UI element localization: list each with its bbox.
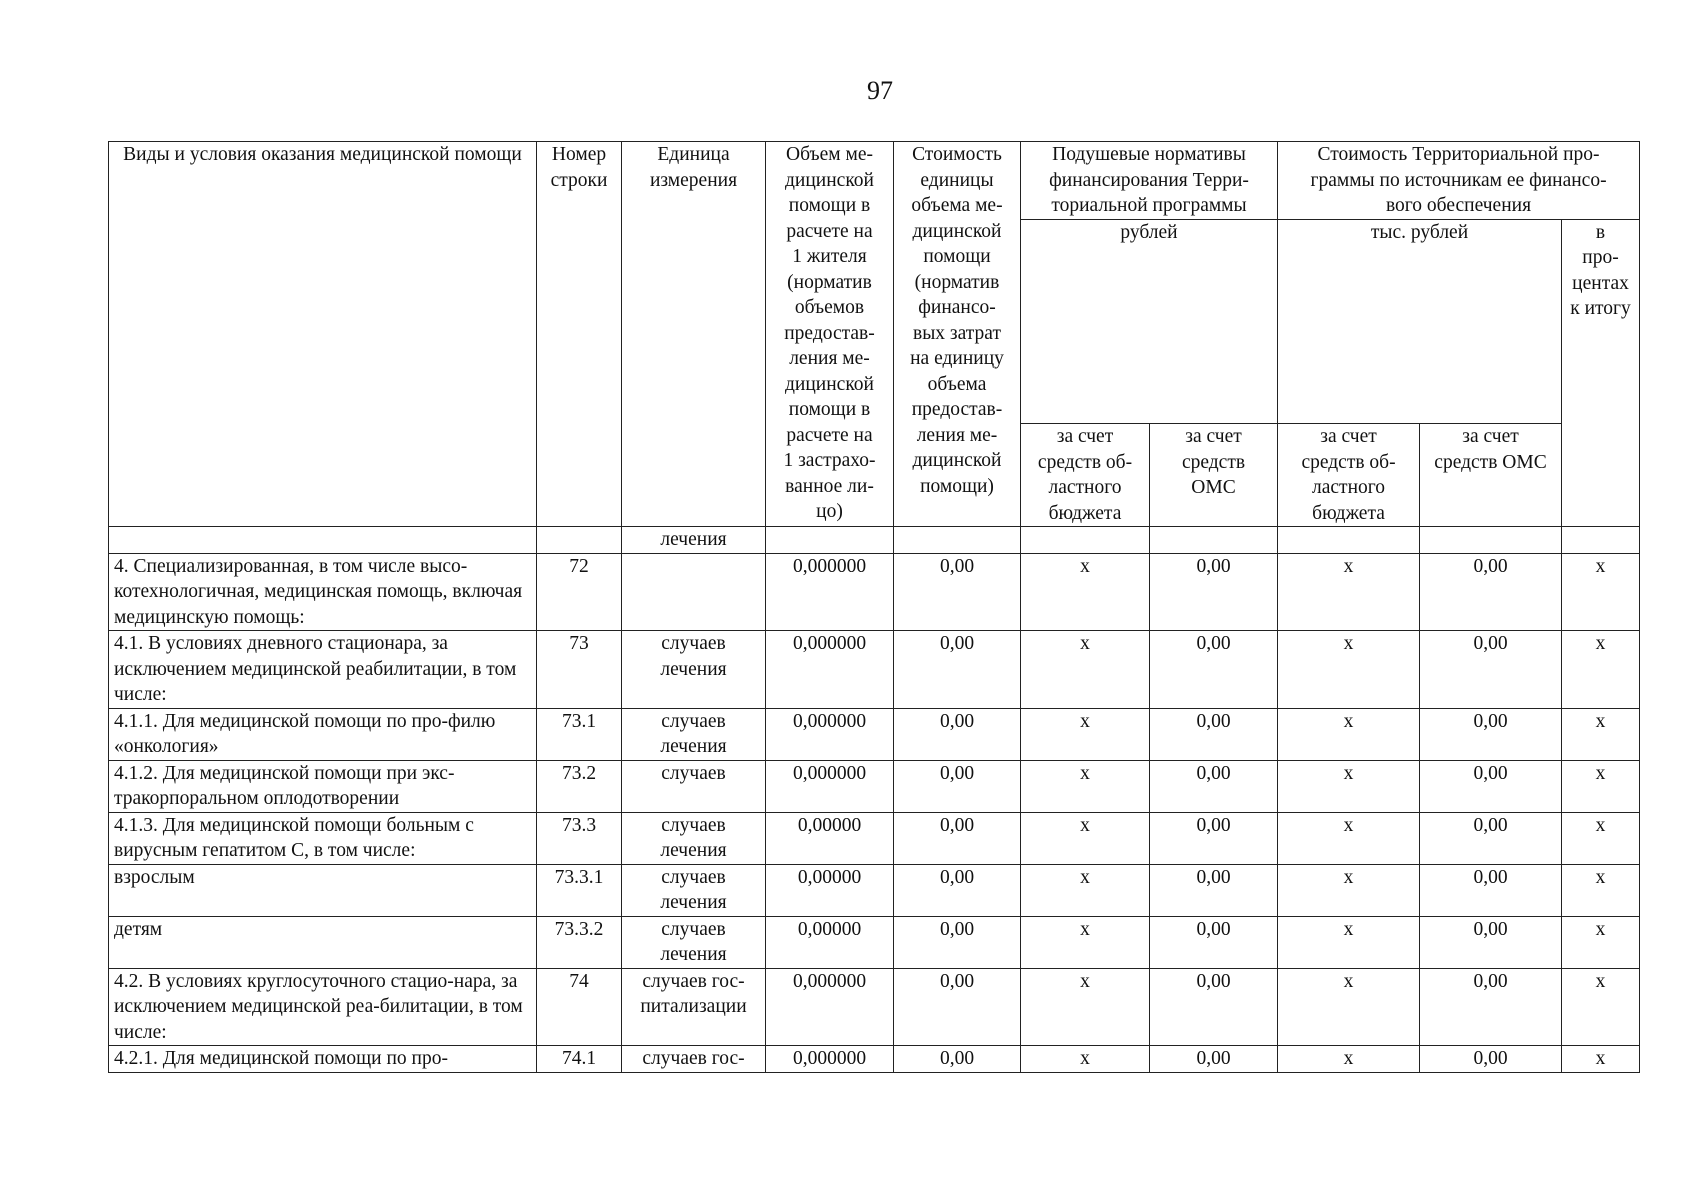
cell-percent: х [1562, 760, 1640, 812]
table-row [109, 553, 1640, 631]
cell-unit: лечения [622, 527, 766, 554]
table-row [109, 760, 1640, 812]
cell-pc-regional-budget: х [1021, 708, 1150, 760]
page-number: 97 [867, 76, 893, 105]
table-row [109, 812, 1640, 864]
cell-tc-oms: 0,00 [1420, 553, 1562, 631]
cell-pc-regional-budget: х [1021, 760, 1150, 812]
cell-pc-regional-budget: х [1021, 968, 1150, 1046]
cell-empty [1278, 527, 1420, 554]
cell-percent: х [1562, 812, 1640, 864]
header-unit-rub: рублей [1021, 219, 1278, 424]
cell-pc-oms: 0,00 [1150, 760, 1278, 812]
cell-tc-oms: 0,00 [1420, 812, 1562, 864]
cell-pc-regional-budget: х [1021, 553, 1150, 631]
cell-volume: 0,000000 [766, 553, 894, 631]
cell-empty [894, 527, 1021, 554]
cell-tc-oms: 0,00 [1420, 760, 1562, 812]
cell-unit [622, 553, 766, 631]
table-row [109, 631, 1640, 709]
cell-volume: 0,00000 [766, 812, 894, 864]
cell-care-type: детям [109, 916, 537, 968]
cell-unit: случаев лечения [622, 812, 766, 864]
cell-tc-oms: 0,00 [1420, 916, 1562, 968]
cell-pc-regional-budget: х [1021, 631, 1150, 709]
cell-tc-oms: 0,00 [1420, 968, 1562, 1046]
cell-care-type: 4.2. В условиях круглосуточного стацио-нара, за исключением медицинской реа-билитации, в том числе: [109, 968, 537, 1046]
table-row [109, 864, 1640, 916]
header-pc-regional-budget: за счет средств об- ластного бюджета [1021, 424, 1150, 527]
cell-percent: х [1562, 916, 1640, 968]
cell-tc-regional-budget: х [1278, 968, 1420, 1046]
cell-unit: случаев лечения [622, 916, 766, 968]
cell-percent: х [1562, 631, 1640, 709]
cell-pc-regional-budget: х [1021, 1046, 1150, 1073]
cell-empty [109, 527, 537, 554]
cell-care-type: взрослым [109, 864, 537, 916]
cell-unit-cost: 0,00 [894, 708, 1021, 760]
cell-unit-cost: 0,00 [894, 1046, 1021, 1073]
header-pc-oms: за счет средств ОМС [1150, 424, 1278, 527]
cell-tc-oms: 0,00 [1420, 631, 1562, 709]
cell-tc-regional-budget: х [1278, 708, 1420, 760]
cell-tc-regional-budget: х [1278, 553, 1420, 631]
table-row [109, 968, 1640, 1046]
table-row [109, 708, 1640, 760]
header-unit-cost: Стоимость единицы объема ме- дицинской помощи (норматив финансо- вых затрат на единицу объема предостав- ления ме- дицинской помощи) [894, 142, 1021, 527]
cell-care-type: 4.1.3. Для медицинской помощи больным с вирусным гепатитом С, в том числе: [109, 812, 537, 864]
cell-row-number: 72 [537, 553, 622, 631]
cell-pc-oms: 0,00 [1150, 864, 1278, 916]
cell-tc-oms: 0,00 [1420, 1046, 1562, 1073]
header-unit-thous-rub: тыс. рублей [1278, 219, 1562, 424]
cell-volume: 0,000000 [766, 1046, 894, 1073]
cell-pc-oms: 0,00 [1150, 708, 1278, 760]
header-tc-regional-budget: за счет средств об- ластного бюджета [1278, 424, 1420, 527]
cell-care-type: 4.1.1. Для медицинской помощи по про-филю «онкология» [109, 708, 537, 760]
cell-pc-oms: 0,00 [1150, 812, 1278, 864]
cell-empty [537, 527, 622, 554]
cell-volume: 0,000000 [766, 631, 894, 709]
header-unit: Единица измерения [622, 142, 766, 527]
cell-percent: х [1562, 1046, 1640, 1073]
cell-row-number: 73.2 [537, 760, 622, 812]
cell-empty [1420, 527, 1562, 554]
table-row [109, 1046, 1640, 1073]
cell-pc-oms: 0,00 [1150, 631, 1278, 709]
cell-row-number: 73.3.1 [537, 864, 622, 916]
cell-empty [1150, 527, 1278, 554]
header-care-type: Виды и условия оказания медицинской помощи [109, 142, 537, 527]
cell-volume: 0,000000 [766, 760, 894, 812]
cell-tc-regional-budget: х [1278, 864, 1420, 916]
cell-pc-regional-budget: х [1021, 864, 1150, 916]
header-percent: в про- центах к итогу [1562, 219, 1640, 527]
cell-care-type: 4.1. В условиях дневного стационара, за исключением медицинской реабилитации, в том числе: [109, 631, 537, 709]
cell-pc-oms: 0,00 [1150, 916, 1278, 968]
cell-volume: 0,00000 [766, 916, 894, 968]
cell-empty [766, 527, 894, 554]
header-tc-oms: за счет средств ОМС [1420, 424, 1562, 527]
cell-row-number: 73.1 [537, 708, 622, 760]
cell-unit: случаев гос- [622, 1046, 766, 1073]
cell-unit-cost: 0,00 [894, 916, 1021, 968]
cell-unit-cost: 0,00 [894, 812, 1021, 864]
cell-tc-oms: 0,00 [1420, 864, 1562, 916]
cell-tc-regional-budget: х [1278, 631, 1420, 709]
header-program-cost-group: Стоимость Территориальной про- граммы по источникам ее финансо- вого обеспечения [1278, 142, 1640, 220]
cell-tc-regional-budget: х [1278, 916, 1420, 968]
cell-pc-regional-budget: х [1021, 916, 1150, 968]
cell-row-number: 73.3 [537, 812, 622, 864]
cell-empty [1021, 527, 1150, 554]
header-row-1 [109, 142, 1640, 220]
header-per-capita-group: Подушевые нормативы финансирования Терри- ториальной программы [1021, 142, 1278, 220]
cell-volume: 0,000000 [766, 708, 894, 760]
cell-unit: случаев [622, 760, 766, 812]
cell-unit-cost: 0,00 [894, 631, 1021, 709]
cell-unit-cost: 0,00 [894, 864, 1021, 916]
cell-tc-regional-budget: х [1278, 760, 1420, 812]
cell-row-number: 74.1 [537, 1046, 622, 1073]
cell-percent: х [1562, 864, 1640, 916]
cell-unit-cost: 0,00 [894, 968, 1021, 1046]
cell-pc-oms: 0,00 [1150, 1046, 1278, 1073]
cell-volume: 0,00000 [766, 864, 894, 916]
cell-pc-oms: 0,00 [1150, 553, 1278, 631]
header-volume: Объем ме- дицинской помощи в расчете на 1 жителя (норматив объемов предостав- ления ме- дицинской помощи в расчете на 1 застрахо- ванное ли- цо) [766, 142, 894, 527]
cell-care-type: 4. Специализированная, в том числе высо-котехнологичная, медицинская помощь, включая медицинскую помощь: [109, 553, 537, 631]
cell-tc-regional-budget: х [1278, 812, 1420, 864]
header-row-number: Номер строки [537, 142, 622, 527]
cell-empty [1562, 527, 1640, 554]
cell-tc-oms: 0,00 [1420, 708, 1562, 760]
financing-table [108, 141, 1640, 1073]
cell-volume: 0,000000 [766, 968, 894, 1046]
cell-tc-regional-budget: х [1278, 1046, 1420, 1073]
cell-percent: х [1562, 968, 1640, 1046]
cell-care-type: 4.1.2. Для медицинской помощи при экс-тракорпоральном оплодотворении [109, 760, 537, 812]
cell-percent: х [1562, 708, 1640, 760]
cell-care-type: 4.2.1. Для медицинской помощи по про- [109, 1046, 537, 1073]
cell-row-number: 73.3.2 [537, 916, 622, 968]
cell-row-number: 74 [537, 968, 622, 1046]
cell-unit-cost: 0,00 [894, 553, 1021, 631]
cell-pc-regional-budget: х [1021, 812, 1150, 864]
cell-unit: случаев лечения [622, 631, 766, 709]
cell-unit-cost: 0,00 [894, 760, 1021, 812]
cell-unit: случаев гос-питализации [622, 968, 766, 1046]
cell-percent: х [1562, 553, 1640, 631]
cell-unit: случаев лечения [622, 708, 766, 760]
cell-pc-oms: 0,00 [1150, 968, 1278, 1046]
continuation-row [109, 527, 1640, 554]
table-row [109, 916, 1640, 968]
cell-unit: случаев лечения [622, 864, 766, 916]
cell-row-number: 73 [537, 631, 622, 709]
